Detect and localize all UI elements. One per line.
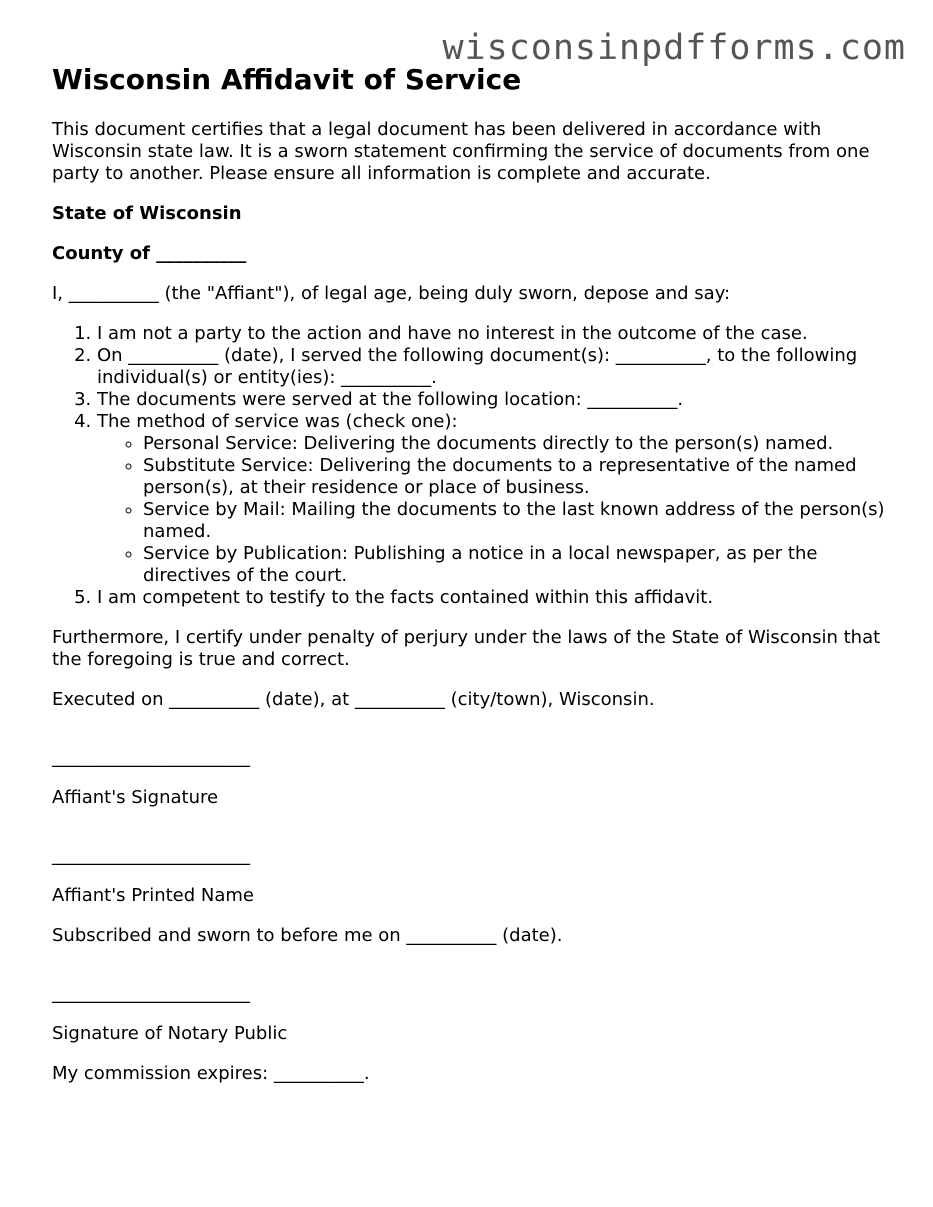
document-title: Wisconsin Affidavit of Service <box>52 63 522 96</box>
intro-paragraph: This document certifies that a legal document has been delivered in accordance with Wisconsin state law. It is a sworn statement confirming the service of documents from one party to another. Please ensure all information is complete and accurate. <box>52 119 870 184</box>
county-line: County of __________ <box>52 243 247 264</box>
service-method-item: ◦ Personal Service: Delivering the documents directly to the person(s) named. <box>143 433 902 455</box>
commission-line: My commission expires: __________. <box>52 1063 370 1084</box>
list-item: 1. I am not a party to the action and have no interest in the outcome of the case. <box>97 323 902 345</box>
service-method-item: ◦ Service by Mail: Mailing the documents to the last known address of the person(s) named. <box>143 499 902 543</box>
notary-signature-label: Signature of Notary Public <box>52 1023 288 1044</box>
list-item: 3. The documents were served at the following location: __________. <box>97 389 902 411</box>
list-item: 2. On __________ (date), I served the following document(s): __________, to the following individual(s) or entity(ies): __________. <box>97 345 902 389</box>
service-method-item: ◦ Service by Publication: Publishing a notice in a local newspaper, as per the directives of the court. <box>143 543 902 587</box>
state-line: State of Wisconsin <box>52 203 242 224</box>
service-methods-list <box>97 433 902 587</box>
affiant-printed-name-line: ______________________ <box>52 845 250 866</box>
subscribed-line: Subscribed and sworn to before me on __________ (date). <box>52 925 563 946</box>
certify-paragraph: Furthermore, I certify under penalty of perjury under the laws of the State of Wisconsin that the foregoing is true and correct. <box>52 627 881 670</box>
service-method-item: ◦ Substitute Service: Delivering the documents to a representative of the named person(s), at their residence or place of business. <box>143 455 902 499</box>
affiant-statement: I, __________ (the "Affiant"), of legal age, being duly sworn, depose and say: <box>52 283 731 304</box>
list-item: 5. I am competent to testify to the facts contained within this affidavit. <box>97 587 902 609</box>
affiant-signature-line: ______________________ <box>52 747 250 768</box>
list-item: 4. The method of service was (check one): ◦ Personal Service: Delivering the documents directly to the person(s) named. ◦ Substitute Service: Delivering the documents to a representative of the named person(s), at their residence or place of business. ◦ Service by Mail: Mailing the documents to the last known address of the person(s) named. ◦ Service by Publication: Publishing a notice in a local newspaper, as per the directives of the court. <box>97 411 902 587</box>
document-body <box>52 62 902 1103</box>
affiant-signature-label: Affiant's Signature <box>52 787 219 808</box>
notary-signature-line: ______________________ <box>52 983 250 1004</box>
affiant-printed-name-label: Affiant's Printed Name <box>52 885 254 906</box>
affidavit-list <box>52 323 902 609</box>
executed-line: Executed on __________ (date), at __________ (city/town), Wisconsin. <box>52 689 655 710</box>
watermark: wisconsinpdfforms.com <box>442 28 906 68</box>
